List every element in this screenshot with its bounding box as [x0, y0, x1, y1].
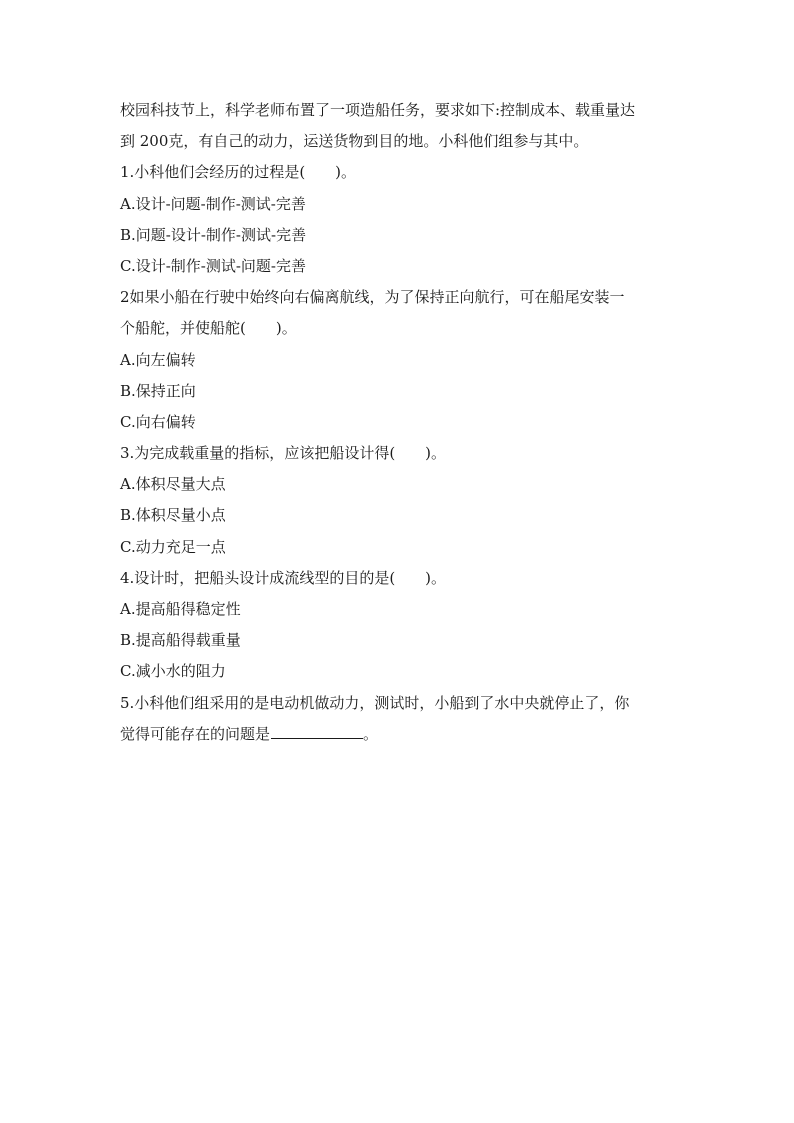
question-2-stem-line-2: 个船舵，并使船舵( )。 — [120, 319, 297, 338]
question-4-option-a: A.提高船得稳定性 — [120, 600, 241, 618]
question-4-option-b: B.提高船得载重量 — [120, 631, 241, 650]
question-2-option-a: A.向左偏转 — [120, 350, 196, 369]
question-2-option-c: C.向右偏转 — [120, 412, 196, 431]
question-1-stem: 1.小科他们会经历的过程是( )。 — [120, 163, 357, 182]
intro-line-2: 到 200克，有自己的动力，运送货物到目的地。小科他们组参与其中。 — [120, 132, 589, 151]
question-5-stem-line-2 — [120, 719, 680, 750]
question-3-stem: 3.为完成载重量的指标，应该把船设计得( )。 — [120, 444, 447, 463]
question-4-option-c: C.减小水的阻力 — [120, 662, 226, 681]
question-1-option-b: B.问题-设计-制作-测试-完善 — [120, 225, 307, 244]
question-5-stem-text: 觉得可能存在的问题是 — [120, 724, 271, 743]
intro-line-1: 校园科技节上，科学老师布置了一项造船任务，要求如下:控制成本、载重量达 — [120, 101, 636, 119]
answer-blank[interactable] — [271, 722, 363, 739]
question-1-option-a: A.设计-问题-制作-测试-完善 — [120, 194, 306, 213]
question-2-stem-line-1: 2如果小船在行驶中始终向右偏离航线，为了保持正向航行，可在船尾安装一 — [120, 288, 625, 307]
question-1-option-c: C.设计-制作-测试-问题-完善 — [120, 256, 306, 275]
question-5-stem-end: 。 — [363, 724, 379, 743]
question-3-option-c: C.动力充足一点 — [120, 537, 226, 556]
question-3-option-a: A.体积尽量大点 — [120, 475, 226, 494]
question-3-option-b: B.体积尽量小点 — [120, 506, 226, 525]
question-2-option-b: B.保持正向 — [120, 381, 196, 400]
question-5-stem-line-1: 5.小科他们组采用的是电动机做动力，测试时，小船到了水中央就停止了，你 — [120, 693, 630, 712]
worksheet — [120, 95, 680, 750]
question-4-stem: 4.设计时，把船头设计成流线型的目的是( )。 — [120, 568, 447, 587]
